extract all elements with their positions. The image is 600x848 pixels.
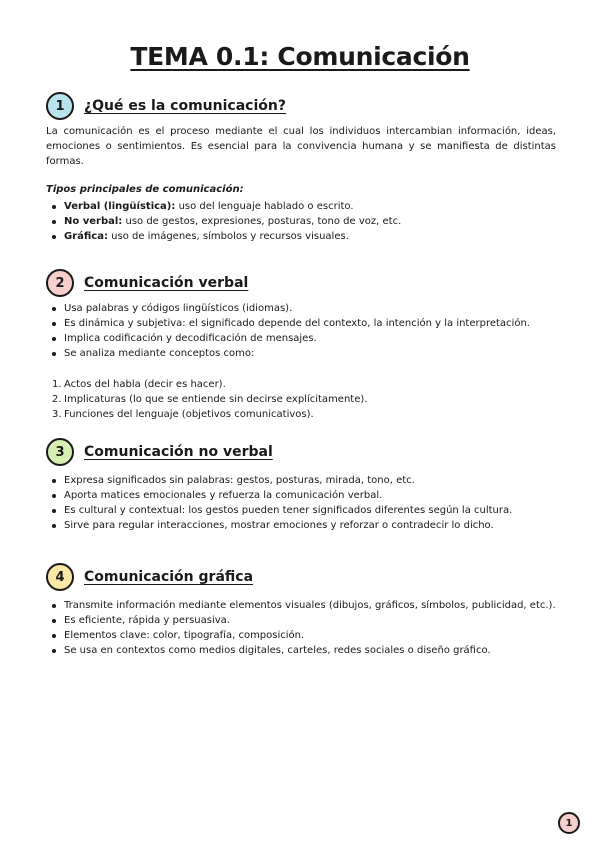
graphic-bullets	[46, 598, 556, 658]
list-item: Se analiza mediante conceptos como:	[46, 346, 556, 361]
section-number-badge: 4	[46, 563, 74, 591]
section-1-header	[46, 90, 286, 122]
item-text: Actos del habla (decir es hacer).	[64, 379, 226, 390]
page-title: TEMA 0.1: Comunicación	[130, 42, 470, 71]
list-item: Es eficiente, rápida y persuasiva.	[46, 613, 556, 628]
intro-paragraph: La comunicación es el proceso mediante el cual los individuos intercambian información, ideas, emociones o sentimientos. Es esencial para la convivencia humana y se manifiesta de distintas formas.	[46, 126, 556, 167]
list-item: Aporta matices emocionales y refuerza la comunicación verbal.	[46, 488, 556, 503]
item-number: 1.	[52, 379, 62, 390]
verbal-bullets	[46, 301, 556, 361]
type-desc: uso de gestos, expresiones, posturas, tono de voz, etc.	[122, 216, 402, 227]
list-item: Expresa significados sin palabras: gestos, posturas, mirada, tono, etc.	[46, 473, 556, 488]
section-2-header	[46, 267, 248, 299]
list-item: Es dinámica y subjetiva: el significado depende del contexto, la intención y la interpretación.	[46, 316, 556, 331]
section-heading: ¿Qué es la comunicación?	[84, 98, 286, 114]
type-term: Gráfica:	[64, 231, 108, 242]
list-item: Usa palabras y códigos lingüísticos (idiomas).	[46, 301, 556, 316]
item-text: Funciones del lenguaje (objetivos comunicativos).	[64, 409, 314, 420]
list-item	[46, 214, 556, 229]
type-desc: uso de imágenes, símbolos y recursos visuales.	[107, 231, 349, 242]
section-heading: Comunicación gráfica	[84, 569, 254, 585]
type-term: Verbal (lingüística):	[64, 201, 176, 212]
list-item	[46, 377, 556, 392]
section-number-badge: 3	[46, 438, 74, 466]
verbal-numbered-list	[46, 377, 556, 422]
list-item: Transmite información mediante elementos visuales (dibujos, gráficos, símbolos, publicidad, etc.).	[46, 598, 556, 613]
list-item: Implica codificación y decodificación de mensajes.	[46, 331, 556, 346]
list-item: Elementos clave: color, tipografía, composición.	[46, 628, 556, 643]
list-item: Es cultural y contextual: los gestos pueden tener significados diferentes según la cultura.	[46, 503, 556, 518]
item-text: Implicaturas (lo que se entiende sin decirse explícitamente).	[64, 394, 368, 405]
item-number: 2.	[52, 394, 62, 405]
item-number: 3.	[52, 409, 62, 420]
section-number-badge: 1	[46, 92, 74, 120]
section-3-header	[46, 436, 273, 468]
types-subheading: Tipos principales de comunicación:	[46, 184, 244, 195]
type-term: No verbal:	[64, 216, 123, 227]
list-item	[46, 229, 556, 244]
list-item: Se usa en contextos como medios digitales, carteles, redes sociales o diseño gráfico.	[46, 643, 556, 658]
section-number-badge: 2	[46, 269, 74, 297]
section-4-header	[46, 561, 253, 593]
types-list	[46, 199, 556, 244]
list-item	[46, 392, 556, 407]
list-item	[46, 199, 556, 214]
type-desc: uso del lenguaje hablado o escrito.	[175, 201, 354, 212]
nonverbal-bullets	[46, 473, 556, 533]
page-number-badge: 1	[558, 812, 580, 834]
list-item	[46, 407, 556, 422]
section-heading: Comunicación verbal	[84, 275, 249, 291]
list-item: Sirve para regular interacciones, mostrar emociones y reforzar o contradecir lo dicho.	[46, 518, 556, 533]
section-heading: Comunicación no verbal	[84, 444, 273, 460]
